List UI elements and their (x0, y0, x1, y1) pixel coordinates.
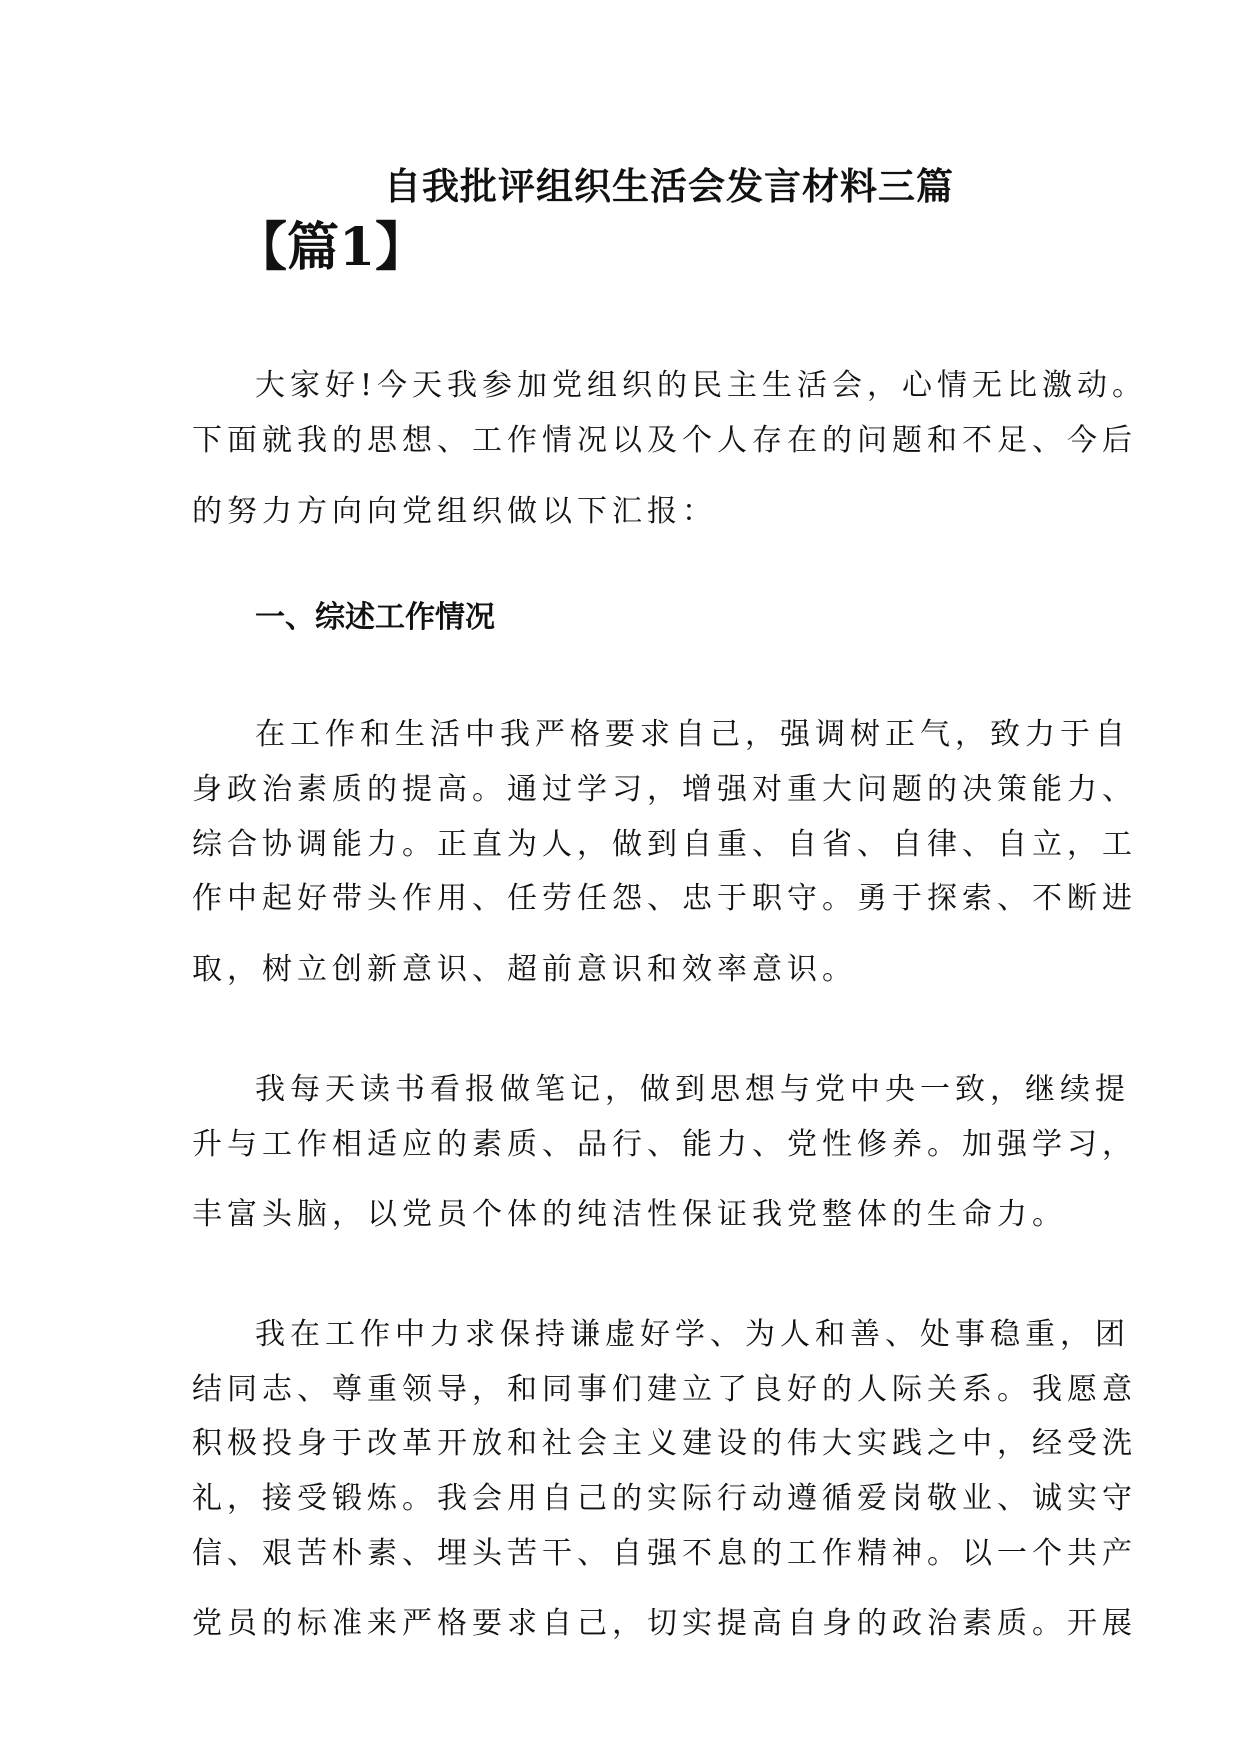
paragraph-line: 在工作和生活中我严格要求自己，强调树正气，致力于自 (255, 717, 1130, 752)
paragraph-line: 综合协调能力。正直为人，做到自重、自省、自律、自立，工 (192, 827, 1137, 862)
section-heading: 一、综述工作情况 (255, 600, 495, 635)
paragraph-line: 作中起好带头作用、任劳任怨、忠于职守。勇于探索、不断进 (192, 881, 1137, 916)
paragraph-line: 取，树立创新意识、超前意识和效率意识。 (192, 952, 857, 987)
paragraph-line: 大家好!今天我参加党组织的民主生活会，心情无比激动。 (255, 368, 1148, 403)
paragraph-line: 信、艰苦朴素、埋头苦干、自强不息的工作精神。以一个共产 (192, 1536, 1137, 1571)
paragraph-line: 党员的标准来严格要求自己，切实提高自身的政治素质。开展 (192, 1606, 1137, 1641)
paragraph-line: 结同志、尊重领导，和同事们建立了良好的人际关系。我愿意 (192, 1372, 1137, 1407)
paragraph-line: 我每天读书看报做笔记，做到思想与党中央一致，继续提 (255, 1072, 1130, 1107)
paragraph-line: 身政治素质的提高。通过学习，增强对重大问题的决策能力、 (192, 772, 1137, 807)
paragraph-line: 我在工作中力求保持谦虚好学、为人和善、处事稳重，团 (255, 1317, 1130, 1352)
paragraph-line: 丰富头脑，以党员个体的纯洁性保证我党整体的生命力。 (192, 1197, 1067, 1232)
part-heading: 【篇1】 (235, 217, 428, 278)
paragraph-line: 礼，接受锻炼。我会用自己的实际行动遵循爱岗敬业、诚实守 (192, 1481, 1137, 1516)
paragraph-line: 的努力方向向党组织做以下汇报： (192, 494, 717, 529)
paragraph-line: 下面就我的思想、工作情况以及个人存在的问题和不足、今后 (192, 423, 1137, 458)
paragraph-line: 积极投身于改革开放和社会主义建设的伟大实践之中，经受洗 (192, 1426, 1137, 1461)
document-title: 自我批评组织生活会发言材料三篇 (384, 165, 954, 208)
paragraph-line: 升与工作相适应的素质、品行、能力、党性修养。加强学习， (192, 1127, 1137, 1162)
